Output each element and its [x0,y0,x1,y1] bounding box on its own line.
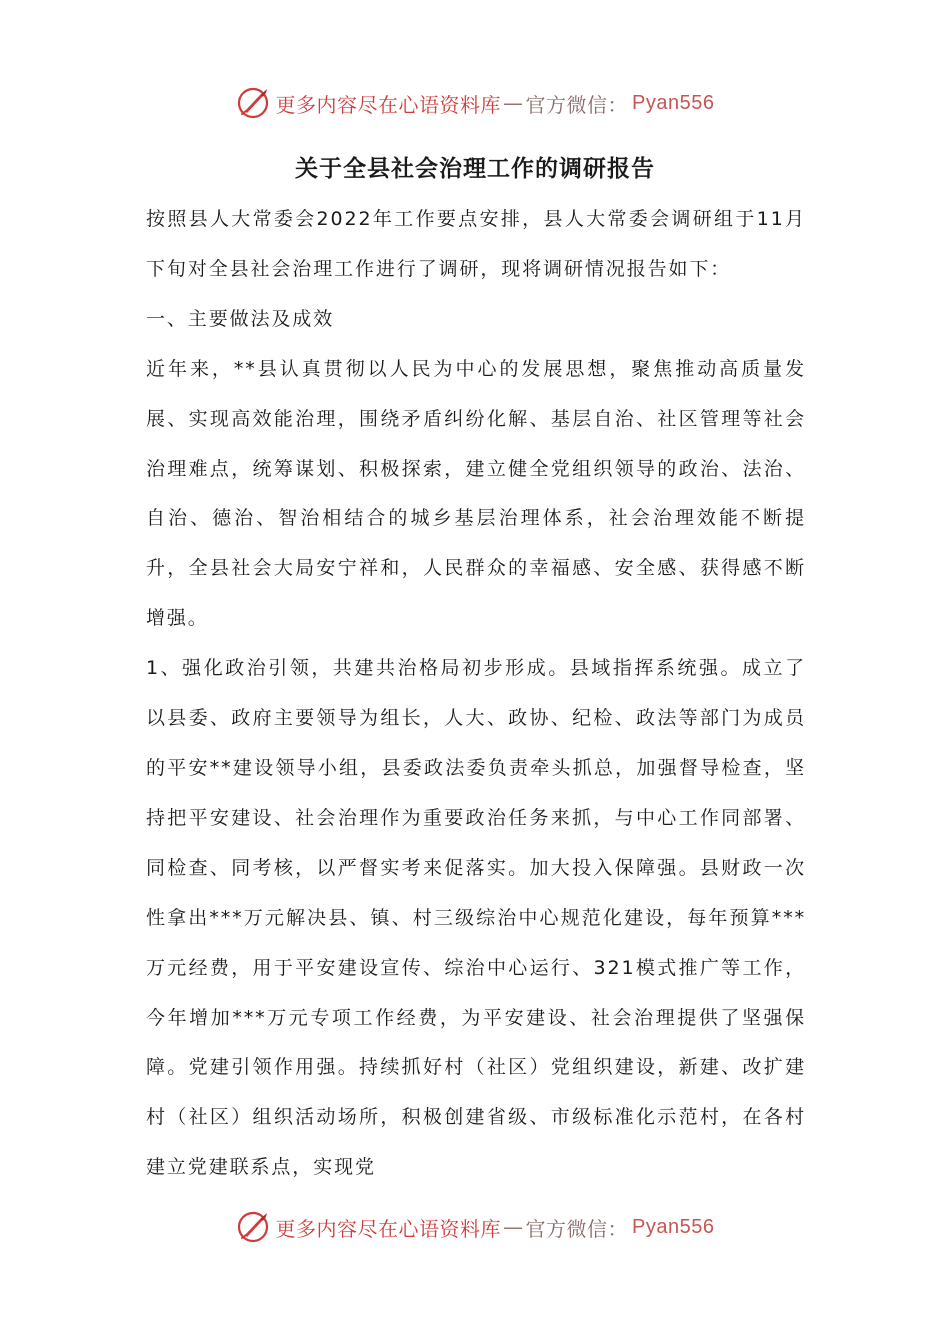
body-paragraph: 1、强化政治引领，共建共治格局初步形成。县域指挥系统强。成立了以县委、政府主要领导为组长，人大、政协、纪检、政法等部门为成员的平安**建设领导小组，县委政法委负责牵头抓总，加强督导检查，坚持把平安建设、社会治理作为重要政治任务来抓，与中心工作同部署、同检查、同考核，以严督实考来促落实。加大投入保障强。县财政一次性拿出***万元解决县、镇、村三级综治中心规范化建设，每年预算***万元经费，用于平安建设宣传、综治中心运行、321模式推广等工作，今年增加***万元专项工作经费，为平安建设、社会治理提供了坚强保障。党建引领作用强。持续抓好村（社区）党组织建设，新建、改扩建村（社区）组织活动场所，积极创建省级、市级标准化示范村，在各村建立党建联系点，实现党 [146,657,806,1179]
intro-paragraph: 按照县人大常委会2022年工作要点安排，县人大常委会调研组于11月下旬对全县社会治理工作进行了调研，现将调研情况报告如下： [146,208,806,280]
banner-dash: — [503,91,524,115]
footer-banner [0,1202,950,1252]
wechat-id: Pyan556 [632,1215,715,1238]
library-slogan: 更多内容尽在心语资料库 [275,1216,502,1241]
wechat-label: 官方微信： [525,1216,629,1241]
quill-pen-logo-icon [236,86,270,120]
body-paragraph: 近年来，**县认真贯彻以人民为中心的发展思想，聚焦推动高质量发展、实现高效能治理，围绕矛盾纠纷化解、基层自治、社区管理等社会治理难点，统筹谋划、积极探索，建立健全党组织领导的政治、法治、自治、德治、智治相结合的城乡基层治理体系，社会治理效能不断提升，全县社会大局安宁祥和，人民群众的幸福感、安全感、获得感不断增强。 [146,357,806,630]
document-body [146,195,806,1193]
wechat-label: 官方微信： [525,92,629,117]
document-title: 关于全县社会治理工作的调研报告 [295,156,655,182]
section-heading: 一、主要做法及成效 [146,307,335,330]
banner-dash: — [503,1215,524,1239]
wechat-id: Pyan556 [632,91,715,114]
header-banner [0,78,950,128]
library-slogan: 更多内容尽在心语资料库 [275,92,502,117]
quill-pen-logo-icon [236,1210,270,1244]
